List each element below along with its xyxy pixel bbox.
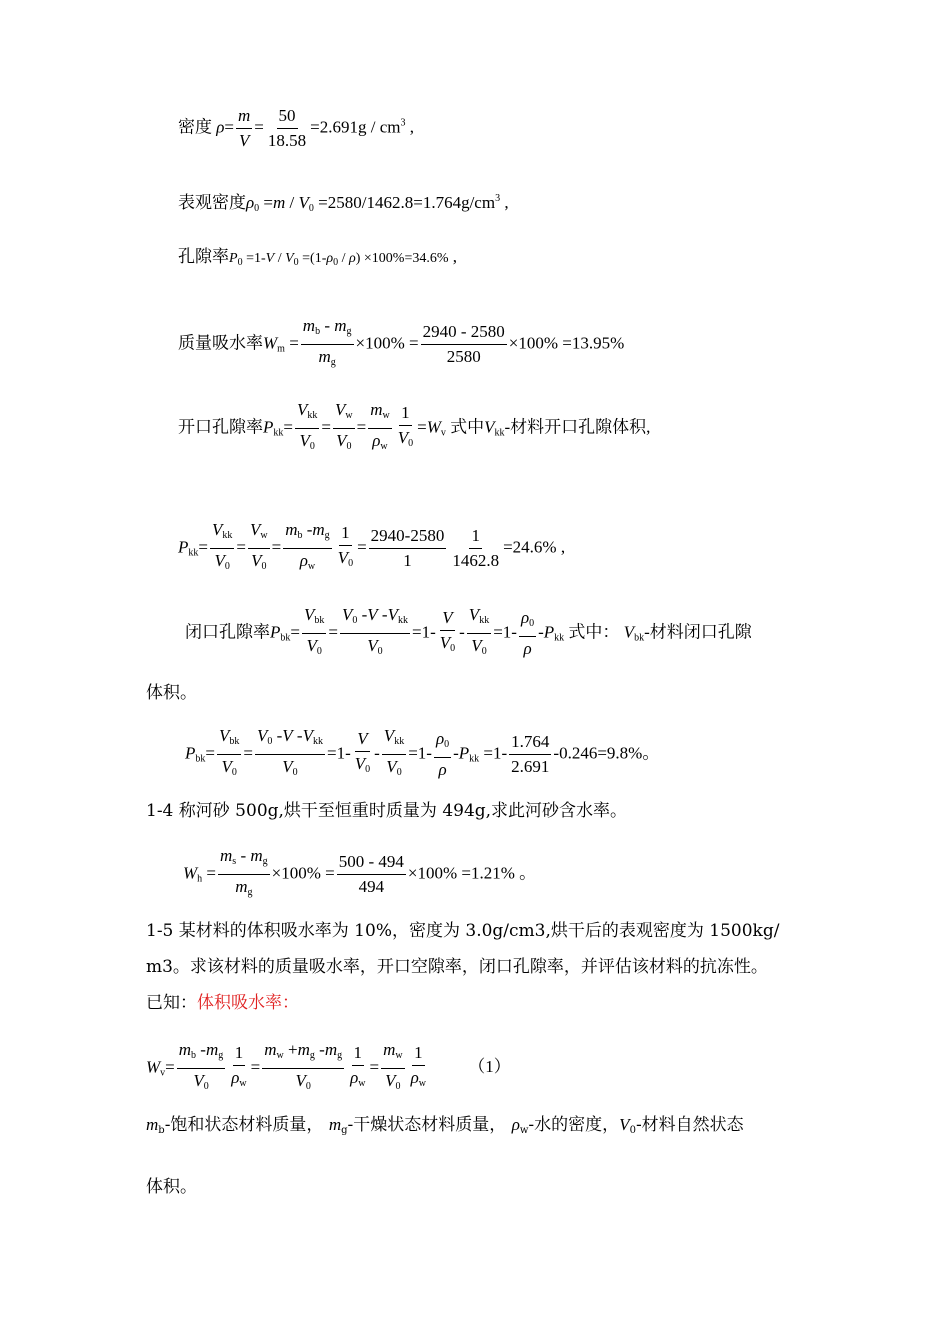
density-line: 密度 ρ= $\frac{m}{V}$ = $\frac{50}{18.58}$ $=2.691g / cm^3$ , — [178, 106, 414, 150]
closed-porosity-line: 闭口孔隙率$P_{bk}=$ $\frac{V_{bk}}{V_0}$ = $\frac{V_0 -V -V_{kk}}{V_0}$ =1- $\frac{V}{V_0}$ - $\frac{V_{kk}}{V_0}$ =1- $\frac{\rho_0}{\rho}$ $-P_{kk}$ 式中： $V_{bk}-$材料闭口孔隙 — [185, 605, 752, 658]
closed-porosity-def: -材料闭口孔隙 — [644, 622, 752, 642]
apparent-density-label: 表观密度 — [178, 193, 246, 212]
volume-text-1: 体积。 — [146, 683, 197, 703]
open-porosity-where: 式中 — [450, 417, 485, 437]
open-porosity-calc: $P_{kk}=$ $\frac{V_{kk}}{V_0}$ = $\frac{V_w}{V_0}$ = $\frac{m_b -m_g}{\rho_w}$ $\frac{1}{V_0}$ = $\frac{2940-2580}{1}$ $\frac{1}{1462.8}$ =24.6% , — [178, 520, 566, 572]
question-1-5-a: 1-5 某材料的体积吸水率为 10%，密度为 3.0g/cm3,烘干后的表观密度为 1500kg/ — [146, 921, 780, 941]
porosity-label: 孔隙率 — [178, 247, 229, 266]
definitions-line: $m_b-$饱和状态材料质量， $m_g-$干燥状态材料质量， $\rho_w-$水的密度，$V_0-$材料自然状态 — [146, 1115, 744, 1136]
open-porosity-label: 开口孔隙率 — [178, 417, 263, 437]
known-red-label: 体积吸水率： — [197, 993, 299, 1013]
open-porosity-line: 开口孔隙率$P_{kk}=$ $\frac{V_{kk}}{V_0}$ = $\frac{V_w}{V_0}$ = $\frac{m_w}{\rho_w}$ $\frac{1}{V_0}$ $=W_v$ 式中$V_{kk}-$材料开口孔隙体积, — [178, 400, 651, 452]
closed-porosity-where: 式中： — [568, 622, 620, 642]
known-label: 已知： — [146, 993, 197, 1013]
equation-number: （1） — [468, 1057, 511, 1077]
density-label: 密度 — [178, 117, 212, 137]
volume-text-2: 体积。 — [146, 1177, 197, 1197]
def-mb: -饱和状态材料质量， — [164, 1115, 324, 1135]
def-rw: -水的密度， — [528, 1115, 620, 1135]
moisture-calc: $W_h$ = $\frac{m_s - m_g}{m_g}$ ×100% = $\frac{500 - 494}{494}$ ×100% =1.21% 。 — [183, 846, 537, 898]
open-porosity-def: -材料开口孔隙体积, — [504, 417, 651, 437]
mass-absorption-label: 质量吸水率 — [178, 333, 263, 353]
question-1-5-b: m3。求该材料的质量吸水率，开口空隙率，闭口孔隙率，并评估该材料的抗冻性。 — [146, 957, 768, 977]
question-1-4: 1-4 称河砂 500g,烘干至恒重时质量为 494g,求此河砂含水率。 — [146, 801, 628, 821]
known-line — [146, 992, 299, 1014]
def-mg: -干燥状态材料质量， — [347, 1115, 507, 1135]
porosity-line: 孔隙率$P_0 =1-V / V_0 =(1-\rho_0 / \rho) \times 100\%=34.6\%$ , — [178, 247, 458, 268]
closed-porosity-calc: $P_{bk}=$ $\frac{V_{bk}}{V_0}$ = $\frac{V_0 -V -V_{kk}}{V_0}$ =1- $\frac{V}{V_0}$ - $\frac{V_{kk}}{V_0}$ =1- $\frac{\rho_0}{\rho}$ $-P_{kk} =1-$ $\frac{1.764}{2.691}$ -0.246=9.8%。 — [185, 726, 660, 779]
volume-absorption-eq: $W_v=$ $\frac{m_b -m_g}{V_0}$ $\frac{1}{\rho_w}$ = $\frac{m_w +m_g -m_g}{V_0}$ $\frac{1}{\rho_w}$ = $\frac{m_w}{V_0}$ $\frac{1}{\rho_w}$ （1） — [146, 1040, 511, 1092]
apparent-density-line: 表观密度$\rho_0 =m / V_0 =2580/1462.8=1.764g/cm^3$ , — [178, 193, 509, 214]
closed-porosity-label: 闭口孔隙率 — [185, 622, 270, 642]
def-v0: -材料自然状态 — [635, 1115, 744, 1135]
mass-absorption-line: 质量吸水率$W_m$ = $\frac{m_b - m_g}{m_g}$ ×100% = $\frac{2940 - 2580}{2580}$ ×100% =13.95% — [178, 316, 625, 368]
